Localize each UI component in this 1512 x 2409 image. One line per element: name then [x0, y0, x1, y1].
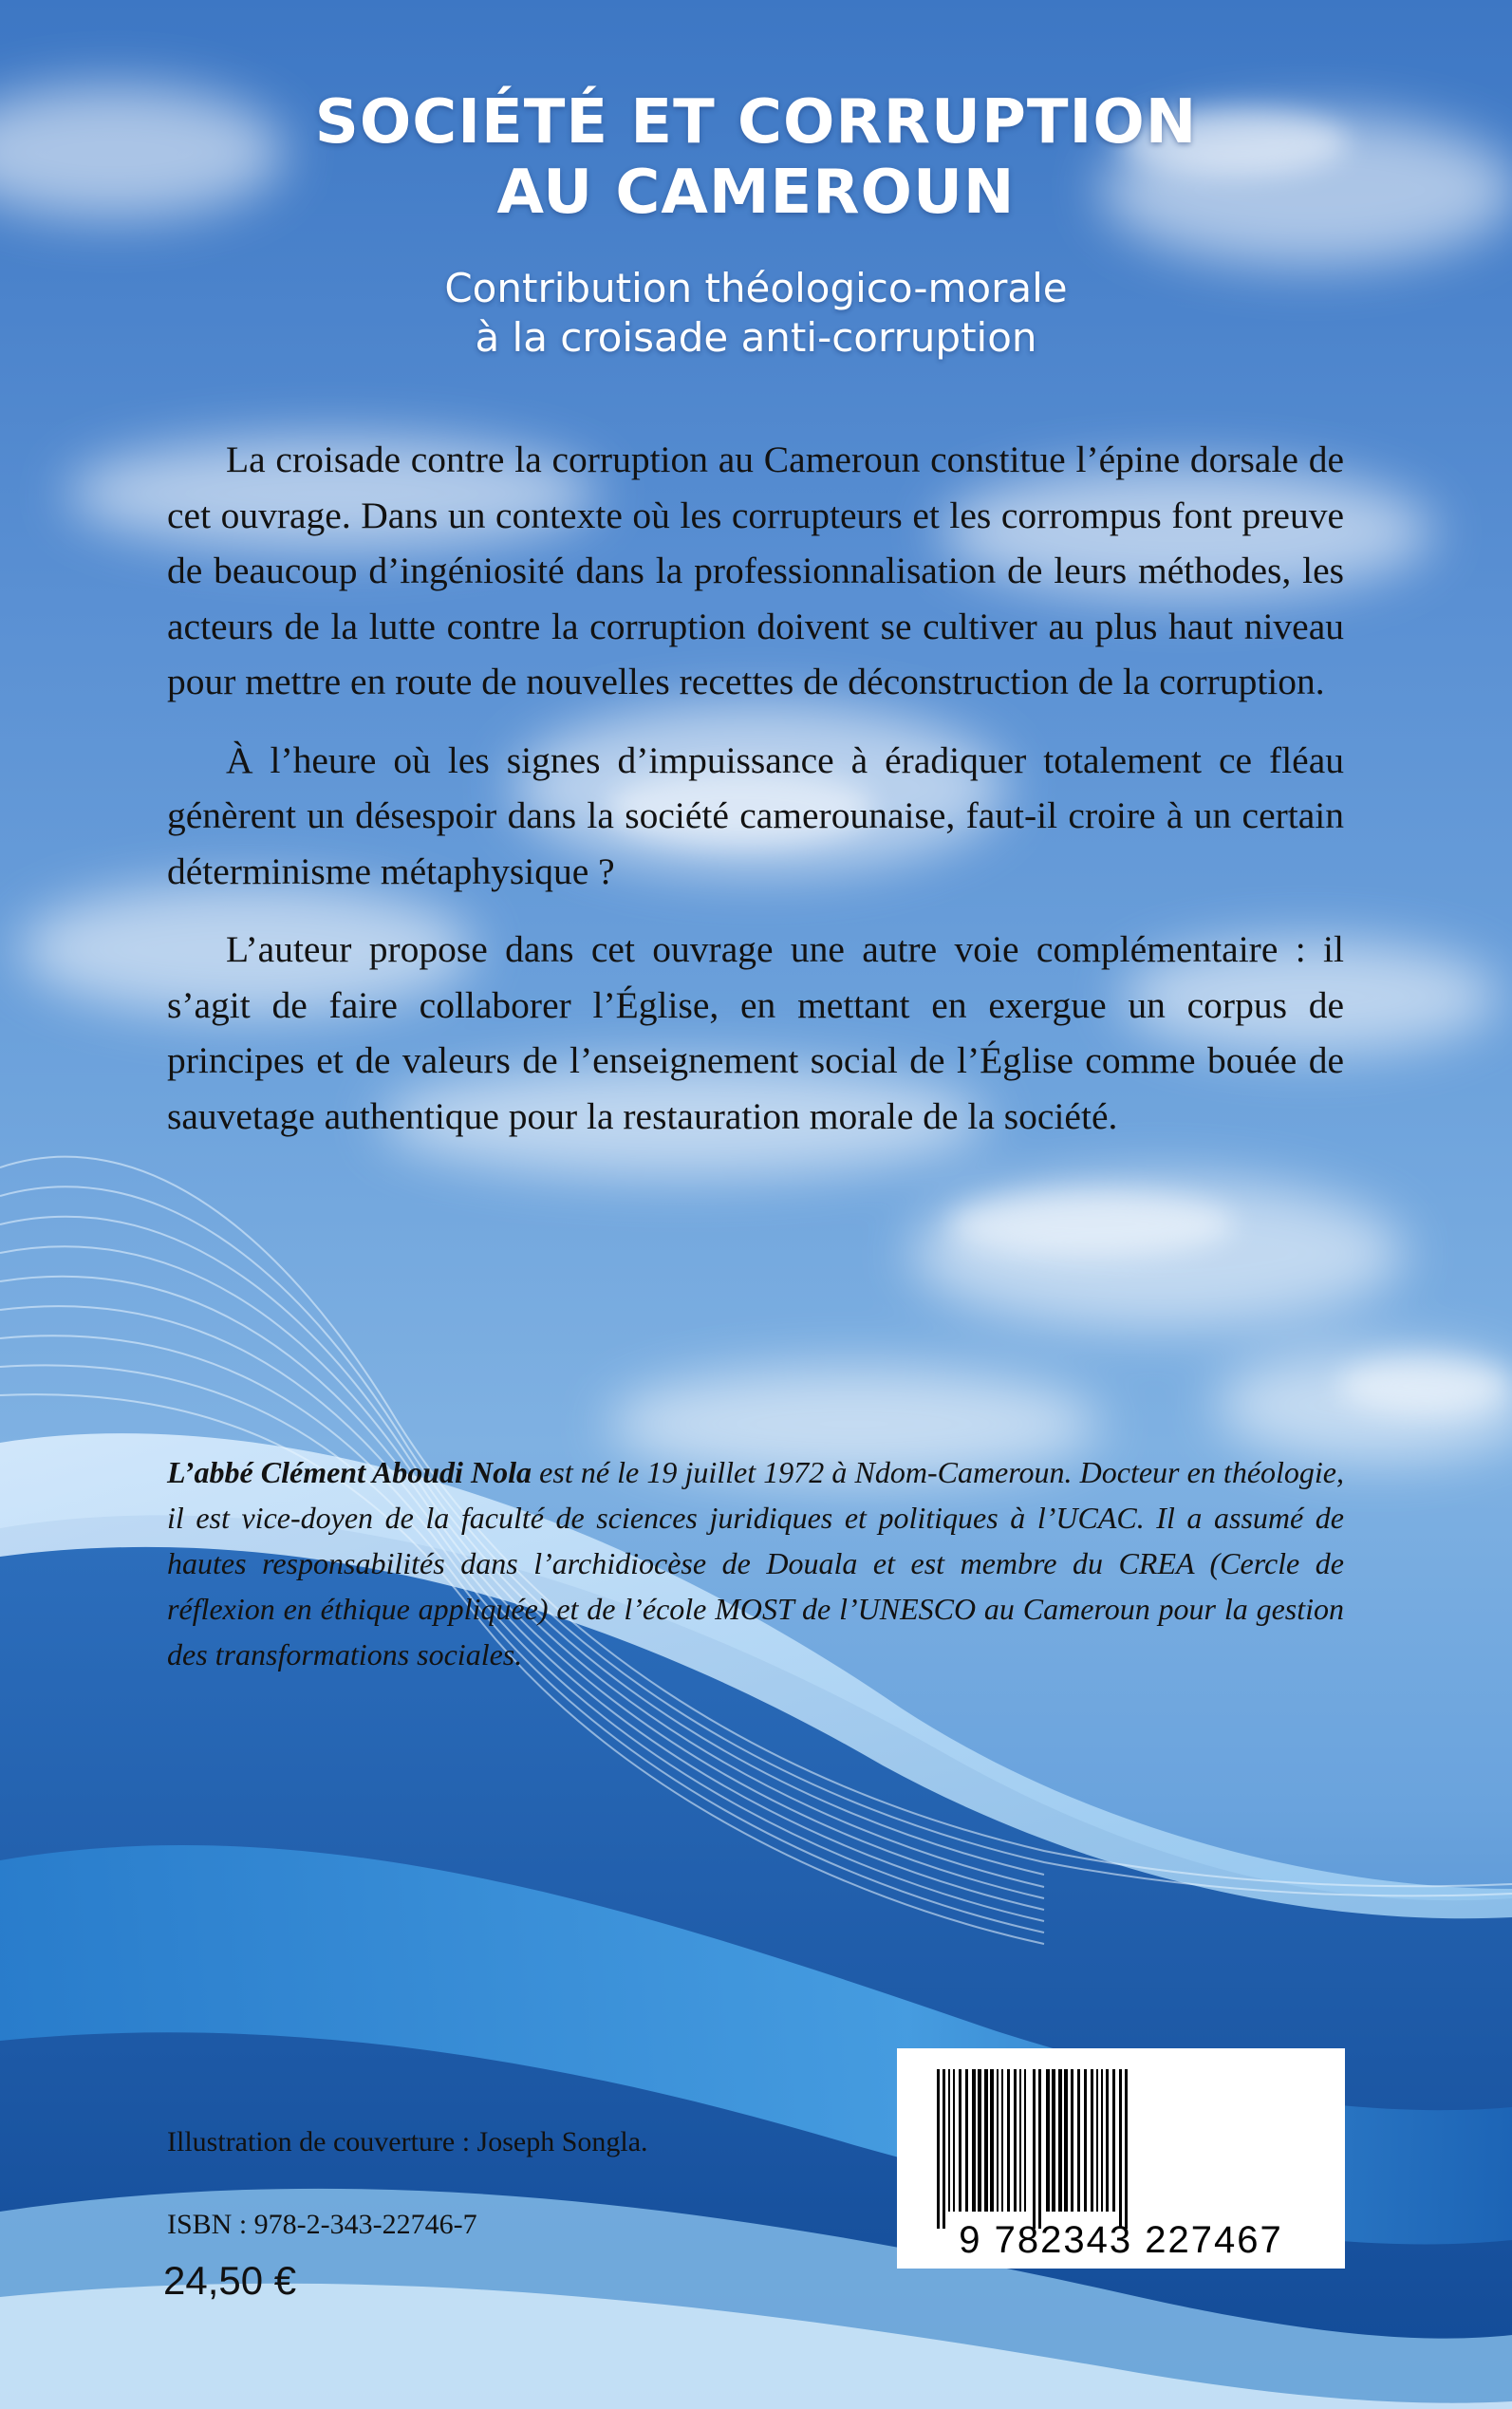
- book-subtitle: [0, 264, 1512, 363]
- barcode-bar: [1096, 2069, 1098, 2212]
- isbn: ISBN : 978-2-343-22746-7: [167, 2209, 477, 2240]
- barcode-bar: [1106, 2069, 1109, 2212]
- barcode-bar: [1101, 2069, 1103, 2212]
- barcode-bar: [997, 2069, 999, 2212]
- book-title-line-2: AU CAMEROUN: [496, 158, 1016, 228]
- barcode-bar: [1119, 2069, 1122, 2229]
- barcode: [897, 2048, 1345, 2269]
- barcode-bar: [959, 2069, 961, 2212]
- book-subtitle-line-1: Contribution théologico-morale: [444, 265, 1068, 311]
- illustration-credit: Illustration de couverture : Joseph Songla.: [167, 2126, 648, 2157]
- blurb-paragraph-3: L’auteur propose dans cet ouvrage une autre voie complémentaire : il s’agit de faire collaborer l’Église, en mettant en exergue un corpus de principes et de valeurs de l’enseignement social de l’Église comme bouée de sauvetage authentique pour la restauration morale de la société.: [167, 928, 1344, 1137]
- barcode-bar: [943, 2069, 945, 2229]
- barcode-bar: [1001, 2069, 1003, 2212]
- barcode-bar: [1125, 2069, 1128, 2229]
- barcode-bar: [1084, 2069, 1087, 2212]
- barcode-bar: [1024, 2069, 1026, 2212]
- barcode-bar: [965, 2069, 968, 2212]
- barcode-bar: [1014, 2069, 1017, 2212]
- barcode-digits: 9 782343 227467: [959, 2219, 1283, 2261]
- barcode-bar: [1007, 2069, 1010, 2212]
- barcode-bar: [1019, 2069, 1021, 2212]
- barcode-bar: [1038, 2069, 1041, 2229]
- book-subtitle-line-2: à la croisade anti-corruption: [475, 314, 1037, 361]
- book-title: [0, 87, 1512, 228]
- barcode-bar: [1033, 2069, 1036, 2229]
- book-title-line-1: SOCIÉTÉ ET CORRUPTION: [314, 87, 1198, 158]
- barcode-bar: [953, 2069, 955, 2212]
- blurb-paragraph-1: La croisade contre la corruption au Cameroun constitue l’épine dorsale de cet ouvrage. Dans un contexte où les corrupteurs et les corrompus font preuve de beaucoup d’ingéniosité dans la professionnalisation de leurs méthodes, les acteurs de la lutte contre la corruption doivent se cultiver au plus haut niveau pour mettre en route de nouvelles recettes de déconstruction de la corruption.: [167, 439, 1344, 702]
- barcode-bar: [1052, 2069, 1055, 2212]
- barcode-bar: [1064, 2069, 1068, 2212]
- author-bio: [167, 1449, 1344, 1677]
- blurb-text: [167, 432, 1344, 1167]
- barcode-bar: [937, 2069, 940, 2229]
- barcode-bar: [1046, 2069, 1050, 2212]
- barcode-bar: [948, 2069, 950, 2212]
- barcode-bar: [1071, 2069, 1073, 2212]
- author-name: L’abbé Clément Aboudi Nola: [167, 1455, 532, 1489]
- barcode-bar: [1058, 2069, 1062, 2212]
- price: 24,50 €: [163, 2258, 297, 2303]
- barcode-bar: [984, 2069, 988, 2212]
- barcode-bar: [1091, 2069, 1093, 2212]
- barcode-bar: [990, 2069, 994, 2212]
- barcode-bar: [1077, 2069, 1080, 2212]
- author-bio-text: est né le 19 juillet 1972 à Ndom-Cameroun. Docteur en théologie, il est vice-doyen de la faculté de sciences juridiques et politiques à l’UCAC. Il a assumé de hautes responsabilités dans l’archidiocèse de Douala et est membre du CREA (Cercle de réflexion en éthique appliquée) et de l’école MOST de l’UNESCO au Cameroun pour la gestion des transformations sociales.: [167, 1455, 1345, 1671]
- blurb-paragraph-2: À l’heure où les signes d’impuissance à éradiquer totalement ce fléau génèrent un désespoir dans la société camerounaise, faut-il croire à un certain déterminisme métaphysique ?: [167, 738, 1344, 892]
- barcode-bar: [1112, 2069, 1115, 2212]
- barcode-bar: [978, 2069, 981, 2212]
- barcode-bar: [972, 2069, 976, 2212]
